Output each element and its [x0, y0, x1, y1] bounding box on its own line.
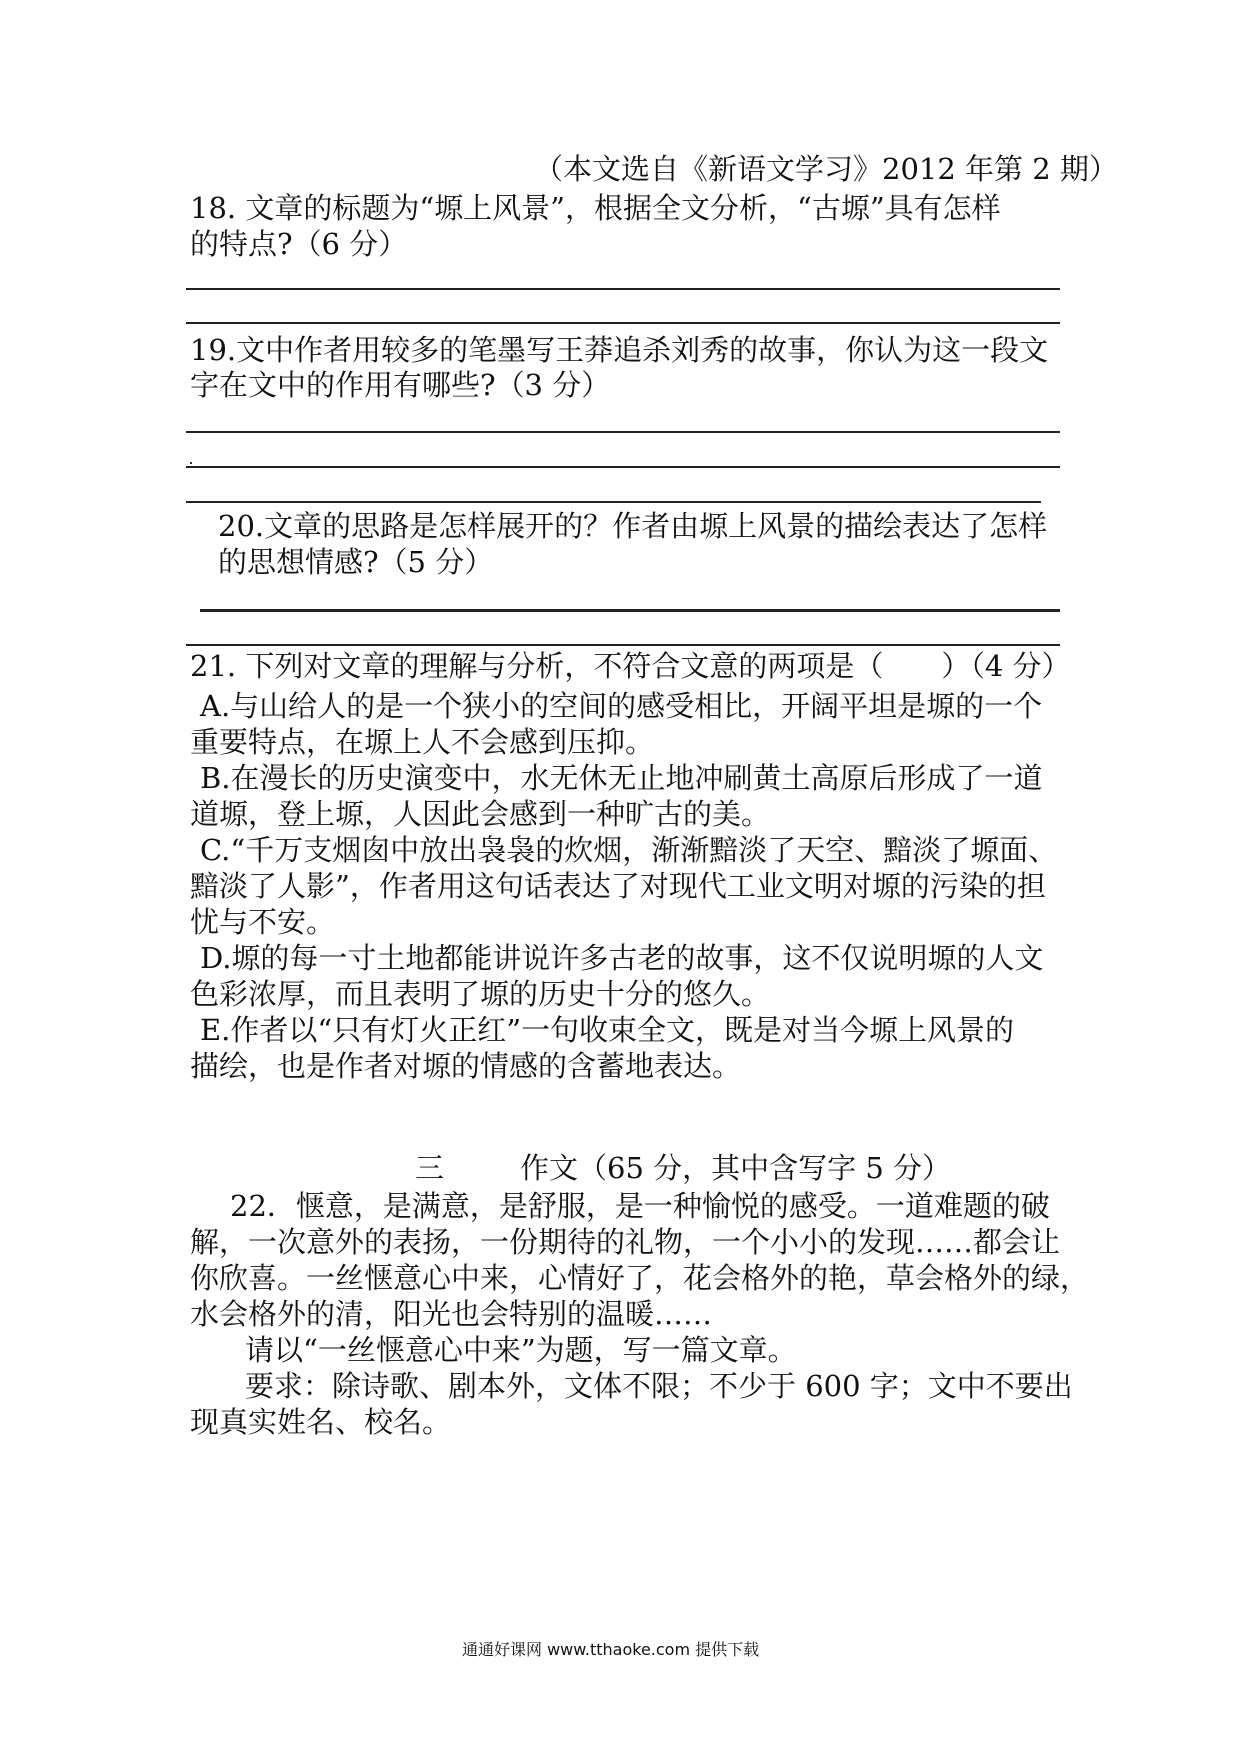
q20-line-1: 20.文章的思路是怎样展开的？作者由塬上风景的描绘表达了怎样 [218, 509, 1048, 543]
q21-option-b-line-1: B.在漫长的历史演变中，水无休无止地冲刷黄土高原后形成了一道 [200, 761, 1043, 795]
answer-line [186, 431, 1060, 433]
section-title: 作文（65 分，其中含写字 5 分） [520, 1151, 952, 1185]
answer-line [200, 609, 1060, 612]
q19-line-2: 字在文中的作用有哪些?（3 分） [190, 368, 611, 402]
q20-line-2: 的思想情感?（5 分） [218, 545, 494, 579]
answer-line [186, 466, 1060, 468]
q21-option-e-line-1: E.作者以“只有灯火正红”一句收束全文，既是对当今塬上风景的 [200, 1013, 1015, 1047]
q21-option-e-line-2: 描绘，也是作者对塬的情感的含蓄地表达。 [190, 1049, 742, 1083]
q21-option-c-line-2: 黯淡了人影”，作者用这句话表达了对现代工业文明对塬的污染的担 [190, 869, 1046, 903]
q21-option-b-line-2: 道塬，登上塬，人因此会感到一种旷古的美。 [190, 797, 771, 831]
answer-line [186, 288, 1060, 290]
q21-option-d-line-2: 色彩浓厚，而且表明了塬的历史十分的悠久。 [190, 977, 771, 1011]
q21-option-a-line-1: A.与山给人的是一个狭小的空间的感受相比，开阔平坦是塬的一个 [200, 689, 1043, 723]
q21-stem: 21. 下列对文章的理解与分析，不符合文意的两项是（ ）（4 分） [190, 649, 1071, 683]
answer-line [186, 501, 1041, 503]
section-number: 三 [415, 1151, 445, 1185]
q22-task: 请以“一丝惬意心中来”为题，写一篇文章。 [245, 1333, 797, 1367]
q18-line-1: 18. 文章的标题为“塬上风景”，根据全文分析，“古塬”具有怎样 [190, 191, 1001, 225]
q21-option-c-line-1: C.“千万支烟囱中放出袅袅的炊烟，渐渐黯淡了天空、黯淡了塬面、 [200, 833, 1058, 867]
q22-prompt-line-2: 解，一次意外的表扬，一份期待的礼物，一个小小的发现……都会让 [190, 1225, 1061, 1259]
q18-line-2: 的特点?（6 分） [190, 227, 408, 261]
q22-requirements-line-1: 要求：除诗歌、剧本外，文体不限；不少于 600 字；文中不要出 [245, 1369, 1073, 1403]
q22-prompt-line-3: 你欣喜。一丝惬意心中来，心情好了，花会格外的艳，草会格外的绿， [190, 1261, 1090, 1295]
q19-line-1: 19.文中作者用较多的笔墨写王莽追杀刘秀的故事，你认为这一段文 [190, 333, 1049, 367]
q22-prompt-line-1: 22．惬意，是满意，是舒服，是一种愉悦的感受。一道难题的破 [230, 1189, 1050, 1223]
q21-option-a-line-2: 重要特点，在塬上人不会感到压抑。 [190, 725, 655, 759]
page-footer: 通通好课网 www.tthaoke.com 提供下载 [462, 1640, 760, 1659]
q22-requirements-line-2: 现真实姓名、校名。 [190, 1405, 452, 1439]
answer-line [186, 644, 1060, 646]
q22-prompt-line-4: 水会格外的清，阳光也会特别的温暖…… [190, 1297, 713, 1331]
stray-mark [190, 462, 192, 464]
q21-option-d-line-1: D.塬的每一寸土地都能讲说许多古老的故事，这不仅说明塬的人文 [200, 941, 1044, 975]
q21-option-c-line-3: 忧与不安。 [190, 905, 336, 939]
source-citation: （本文选自《新语文学习》2012 年第 2 期） [534, 152, 1118, 186]
answer-line [186, 322, 1060, 324]
